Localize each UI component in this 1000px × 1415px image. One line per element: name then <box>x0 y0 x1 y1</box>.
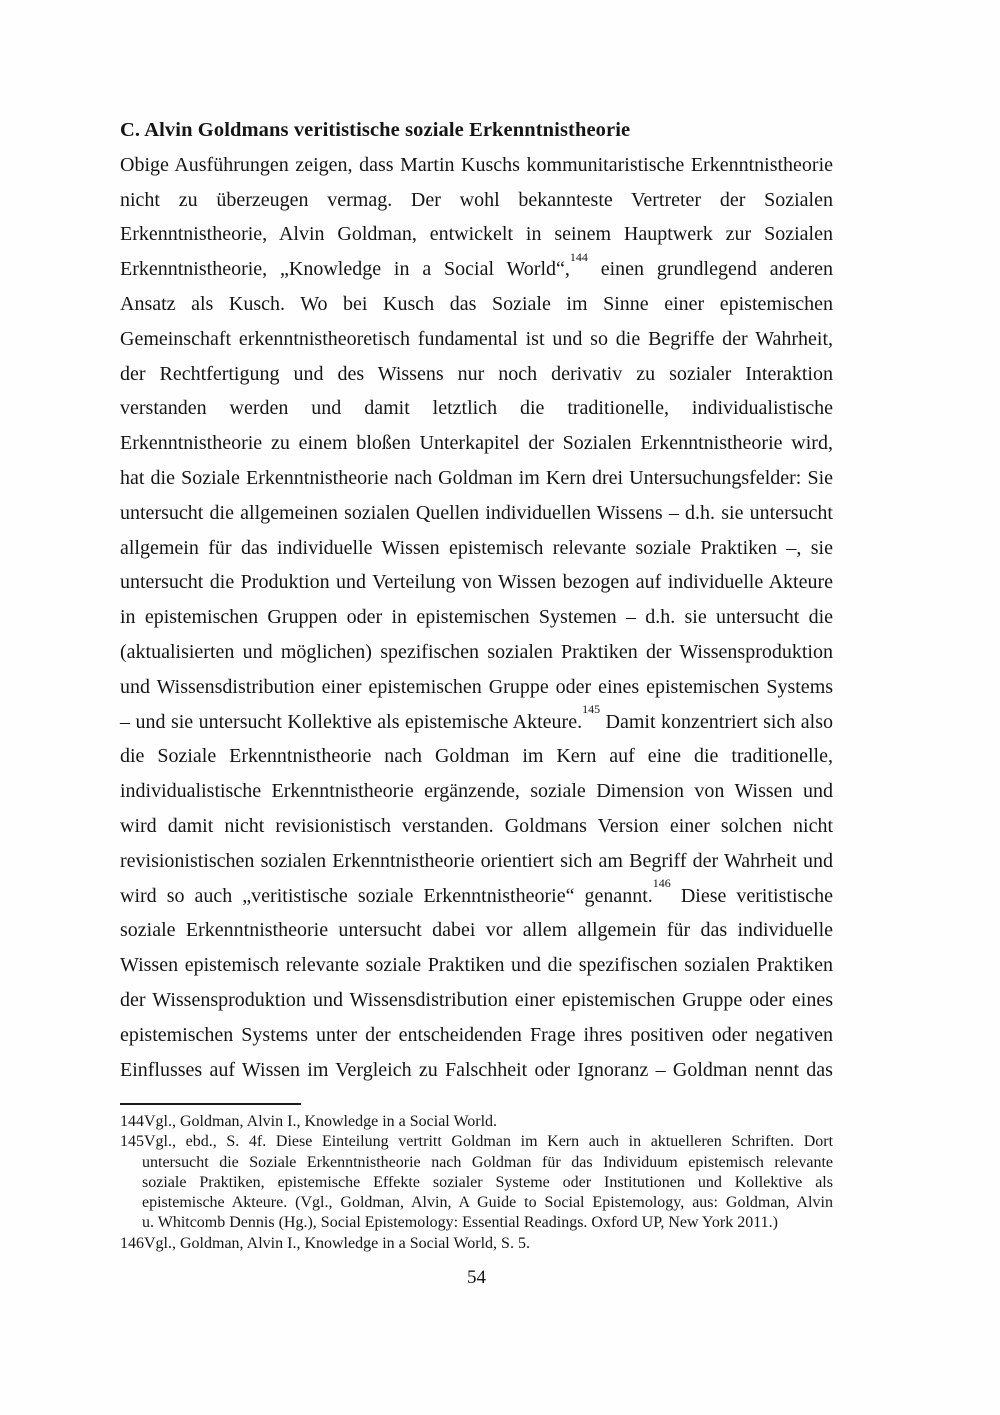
body-line: Obige Ausführungen zeigen, dass Martin Kuschs kommunitaristische Erkenntnistheorie <box>120 153 834 176</box>
footnote-line: u. Whitcomb Dennis (Hg.), Social Epistemology: Essential Readings. Oxford UP, New York 2011.) <box>142 1214 778 1232</box>
body-line: hat die Soziale Erkenntnistheorie nach Goldman im Kern drei Untersuchungsfelder: Sie <box>120 466 834 489</box>
body-line: Einflusses auf Wissen im Vergleich zu Falschheit oder Ignoranz – Goldman nennt das <box>120 1058 833 1081</box>
body-line: untersucht die Produktion und Verteilung von Wissen bezogen auf individuelle Akteure <box>120 571 834 594</box>
body-line: Erkenntnistheorie, Alvin Goldman, entwickelt in seinem Hauptwerk zur Sozialen <box>120 223 833 246</box>
footnote-line: 146Vgl., Goldman, Alvin I., Knowledge in a Social World, S. 5. <box>120 1234 530 1252</box>
body-line: in epistemischen Gruppen oder in epistemischen Systemen – d.h. sie untersucht die <box>120 606 834 629</box>
body-line: – und sie untersucht Kollektive als epistemische Akteure.$^{145}$ Damit konzentriert sich also <box>120 701 834 733</box>
footnote-line: untersucht die Soziale Erkenntnistheorie nach Goldman für das Individuum epistemisch relevante <box>142 1153 833 1171</box>
body-line: der Wissensproduktion und Wissensdistribution einer epistemischen Gruppe oder eines <box>120 988 833 1011</box>
section-heading: C. Alvin Goldmans veritistische soziale Erkenntnistheorie <box>120 119 631 141</box>
body-line: revisionistischen sozialen Erkenntnistheorie orientiert sich am Begriff der Wahrheit und <box>120 849 833 872</box>
body-line: Gemeinschaft erkenntnistheoretisch fundamental ist und so die Begriffe der Wahrheit, <box>120 327 834 350</box>
footnote-line: soziale Praktiken, epistemische Effekte sozialer Systeme oder Institutionen und Kollektive als <box>142 1173 833 1191</box>
body-line: verstanden werden und damit letztlich die traditionelle, individualistische <box>120 397 833 420</box>
body-line: Erkenntnistheorie zu einem bloßen Unterkapitel der Sozialen Erkenntnistheorie wird, <box>120 432 833 455</box>
footnote-marker: 146 <box>652 875 671 890</box>
footnote-marker: 144 <box>569 249 588 264</box>
body-line: Erkenntnistheorie, „Knowledge in a Social World“,$^{144}$ einen grundlegend anderen <box>120 249 833 281</box>
footnotes <box>120 1112 833 1254</box>
footnote-line: 145Vgl., ebd., S. 4f. Diese Einteilung vertritt Goldman im Kern auch in aktuelleren Schriften. Dort <box>120 1133 834 1151</box>
footnote-marker: 145 <box>582 701 601 716</box>
body-line: (aktualisierten und möglichen) spezifischen sozialen Praktiken der Wissensproduktion <box>120 640 833 663</box>
text-block <box>120 113 833 1087</box>
body-line: und Wissensdistribution einer epistemischen Gruppe oder eines epistemischen Systems <box>120 675 834 698</box>
body-line: soziale Erkenntnistheorie untersucht dabei vor allem allgemein für das individuelle <box>120 919 834 942</box>
body-paragraph <box>120 148 833 1088</box>
footnote-separator <box>120 1103 301 1105</box>
page-number: 54 <box>467 1267 486 1288</box>
body-line: der Rechtfertigung und des Wissens nur noch derivativ zu sozialer Interaktion <box>120 362 833 385</box>
body-line: individualistische Erkenntnistheorie ergänzende, soziale Dimension von Wissen und <box>120 780 833 803</box>
body-line: untersucht die allgemeinen sozialen Quellen individuellen Wissens – d.h. sie untersucht <box>120 501 833 524</box>
body-line: wird damit nicht revisionistisch verstanden. Goldmans Version einer solchen nicht <box>120 814 834 837</box>
footnote-line: epistemische Akteure. (Vgl., Goldman, Alvin, A Guide to Social Epistemology, aus: Goldman, Alvin <box>142 1194 833 1212</box>
body-line: Wissen epistemisch relevante soziale Praktiken und die spezifischen sozialen Praktiken <box>120 954 833 977</box>
body-line: die Soziale Erkenntnistheorie nach Goldman im Kern auf eine die traditionelle, <box>120 745 833 768</box>
body-line: allgemein für das individuelle Wissen epistemisch relevante soziale Praktiken –, sie <box>120 536 833 559</box>
body-line: Ansatz als Kusch. Wo bei Kusch das Soziale im Sinne einer epistemischen <box>120 292 834 315</box>
body-line: wird so auch „veritistische soziale Erkenntnistheorie“ genannt.$^{146}$ Diese veritistische <box>120 875 834 907</box>
body-line: nicht zu überzeugen vermag. Der wohl bekannteste Vertreter der Sozialen <box>120 188 833 211</box>
body-line: epistemischen Systems unter der entscheidenden Frage ihres positiven oder negativen <box>120 1023 834 1046</box>
footnote-line: 144Vgl., Goldman, Alvin I., Knowledge in a Social World. <box>120 1113 498 1130</box>
